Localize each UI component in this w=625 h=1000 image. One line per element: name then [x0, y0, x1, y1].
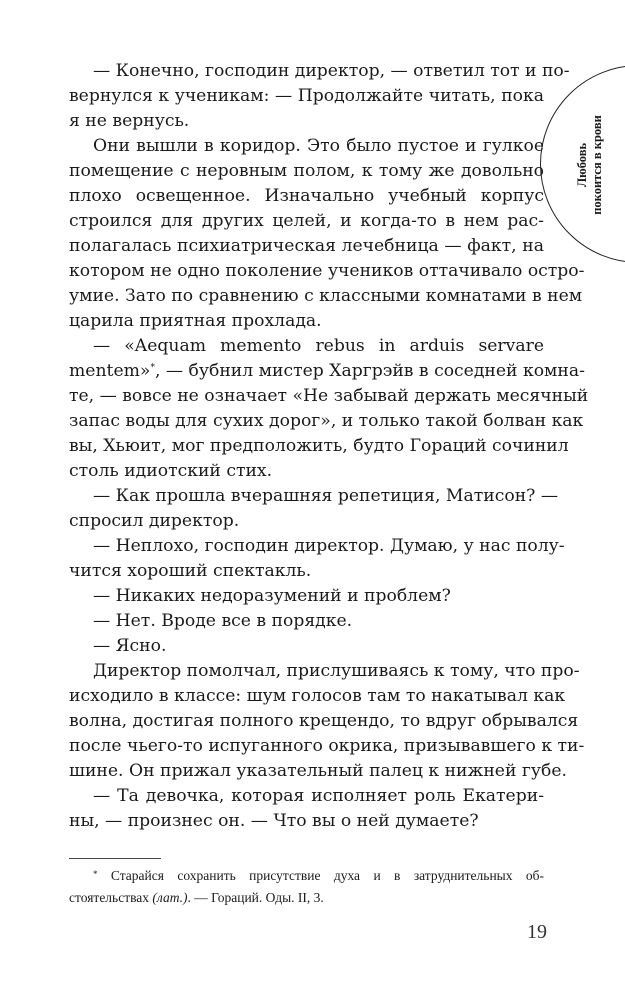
- paragraph-6: [69, 584, 544, 609]
- text-line: вернулся к ученикам: — Продолжайте читать, пока: [69, 86, 544, 106]
- text-line: — Неплохо, господин директор. Думаю, у нас полу-: [93, 536, 565, 556]
- text-line: котором не одно поколение учеников оттачивало остро-: [69, 261, 585, 281]
- text-line: плохо освещенное. Изначально учебный корпус: [69, 186, 544, 206]
- text-line: вы, Хьюит, мог предположить, будто Гораций сочинил: [69, 436, 569, 456]
- text-line: — Как прошла вчерашняя репетиция, Матисон? —: [93, 486, 559, 506]
- footnote-reference: *: [150, 363, 155, 373]
- footnote-source: . — Гораций. Оды. II, 3.: [187, 890, 324, 905]
- text-line: строился для других целей, и когда-то в нем рас-: [69, 211, 544, 231]
- running-header: [560, 80, 620, 250]
- text-line: умие. Зато по сравнению с классными комнатами в нем: [69, 286, 583, 306]
- text-fragment: , — бубнил мистер Харгрэйв в соседней комна-: [154, 361, 585, 381]
- text-line: ны, — произнес он. — Что вы о ней думаете?: [69, 811, 479, 831]
- paragraph-9: [69, 659, 585, 784]
- text-line: после чьего-то испуганного окрика, призывавшего к ти-: [69, 736, 585, 756]
- text-line: шине. Он прижал указательный палец к нижней губе.: [69, 761, 567, 781]
- footnote-text: Старайся сохранить присутствие духа и в затруднительных об-: [110, 868, 545, 883]
- footnote-marker: *: [93, 869, 98, 879]
- text-line: Директор помолчал, прислушиваясь к тому, что про-: [93, 661, 580, 681]
- paragraph-1: [69, 59, 570, 134]
- text-line: полагалась психиатрическая лечебница — факт, на: [69, 236, 544, 256]
- running-header-line2: покоится в крови: [590, 115, 604, 215]
- running-header-line1: Любовь: [575, 142, 589, 188]
- footnote-text: стоятельствах: [69, 890, 153, 905]
- paragraph-8: [69, 634, 544, 659]
- latin-quote-end: mentem»: [69, 361, 151, 381]
- text-line: — Ясно.: [93, 636, 167, 656]
- page-number: 19: [527, 921, 547, 943]
- paragraph-4: [69, 484, 559, 534]
- text-line: те, — вовсе не означает «Не забывай держать месячный: [69, 386, 589, 406]
- text-line: столь идиотский стих.: [69, 461, 273, 481]
- text-line: — Та девочка, которая исполняет роль Екатери-: [93, 786, 544, 806]
- text-line: — Никаких недоразумений и проблем?: [93, 586, 451, 606]
- text-line: Они вышли в коридор. Это было пустое и гулкое: [93, 136, 544, 156]
- text-line: [69, 359, 585, 384]
- footnote-lang-note: (лат.): [152, 890, 188, 905]
- text-line: запас воды для сухих дорог», и только такой болван как: [69, 411, 584, 431]
- text-line: я не вернусь.: [69, 111, 190, 131]
- footnote-line: [69, 865, 544, 887]
- paragraph-10: [69, 784, 544, 834]
- text-line: спросил директор.: [69, 511, 240, 531]
- text-line: чится хороший спектакль.: [69, 561, 312, 581]
- text-line: исходило в классе: шум голосов там то накатывал как: [69, 686, 566, 706]
- paragraph-3: [69, 334, 589, 484]
- footnote: [69, 865, 544, 909]
- footnote-line: [69, 887, 544, 909]
- paragraph-7: [69, 609, 544, 634]
- text-line: — «Aequam memento rebus in arduis servare: [93, 336, 544, 356]
- paragraph-5: [69, 534, 565, 584]
- text-line: — Конечно, господин директор, — ответил тот и по-: [93, 61, 570, 81]
- text-line: волна, достигая полного крещендо, то вдруг обрывался: [69, 711, 579, 731]
- footnote-divider: [69, 858, 161, 859]
- text-line: царила приятная прохлада.: [69, 311, 322, 331]
- text-line: помещение с неровным полом, к тому же довольно: [69, 161, 544, 181]
- text-line: — Нет. Вроде все в порядке.: [93, 611, 353, 631]
